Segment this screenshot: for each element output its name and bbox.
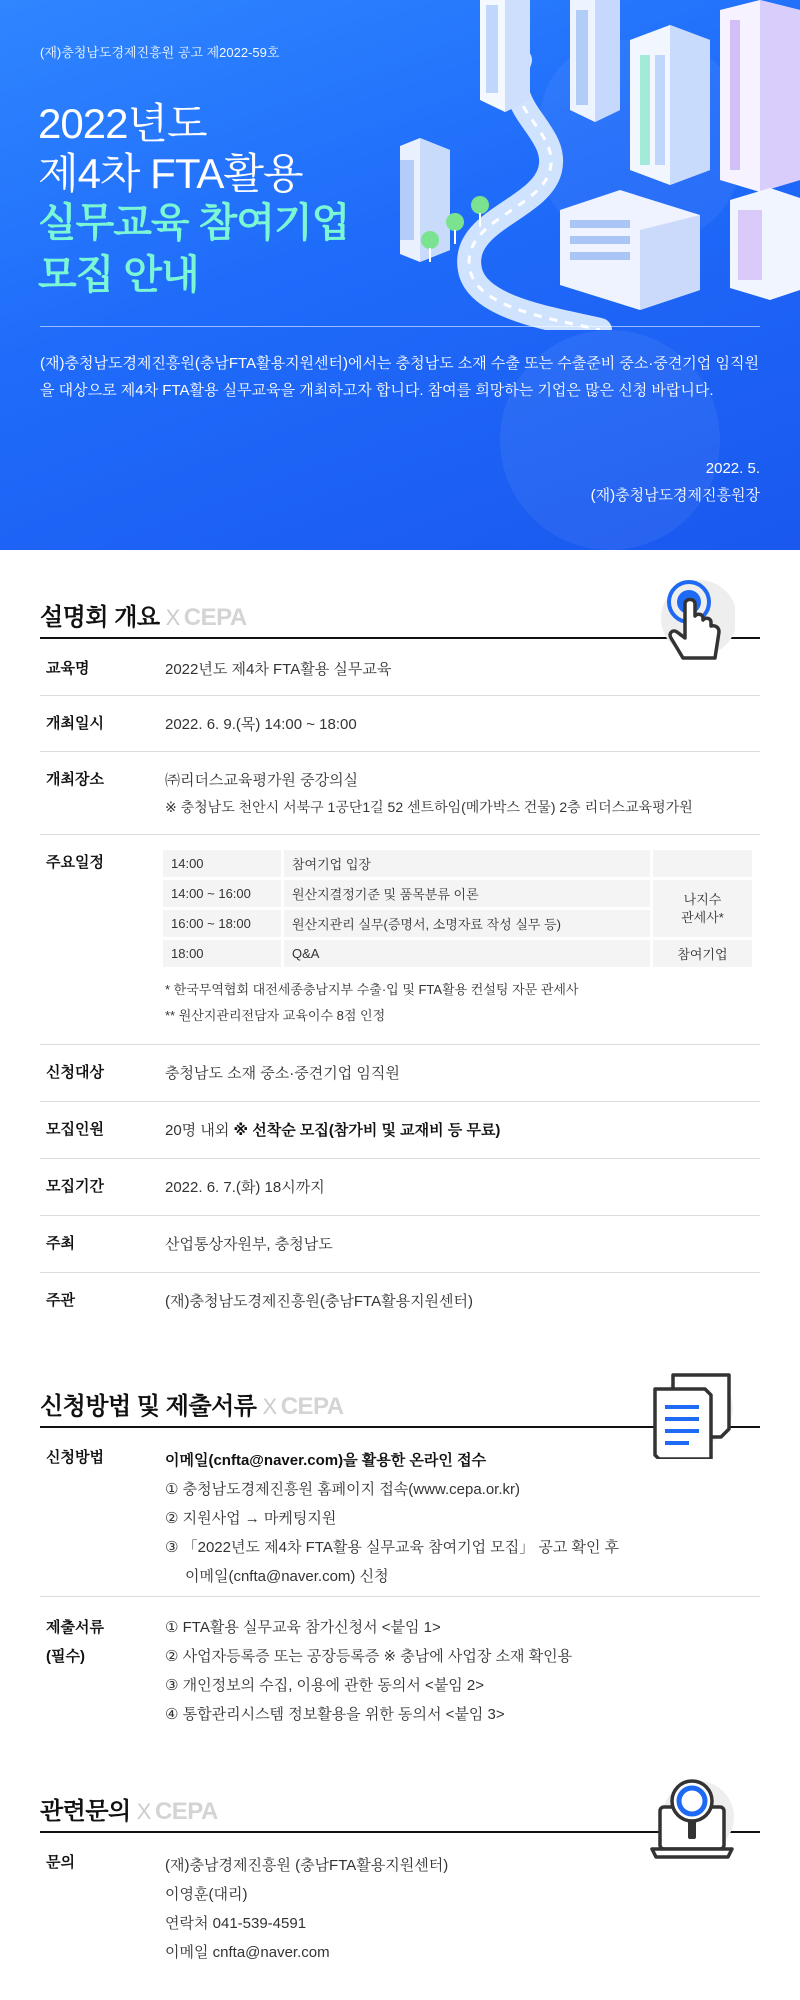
schedule-content: Q&A [284,940,650,967]
schedule-table [160,847,755,970]
schedule-speaker: 참여기업 [653,940,752,967]
document-item: ④ 통합관리시스템 정보활용을 위한 동의서 <붙임 3> [165,1706,505,1723]
row-label: 모집인원 [46,1121,104,1138]
row-label [46,1613,104,1671]
row-value: 2022년도 제4차 FTA활용 실무교육 [165,661,392,678]
schedule-note: ** 원산지관리전담자 교육이수 8점 인정 [165,1008,386,1023]
schedule-row [163,850,752,877]
method-step: ① 충청남도경제진흥원 홈페이지 접속(www.cepa.or.kr) [165,1481,520,1498]
hero-divider [40,326,760,327]
info-row-course [40,641,760,696]
row-label: 교육명 [46,660,90,677]
capacity-note: ※ 선착순 모집(참가비 및 교재비 등 무료) [233,1122,501,1139]
section-title [40,597,247,632]
method-steps [165,1446,619,1591]
info-row-contact [40,1835,760,1985]
overview-section-header [40,591,760,639]
row-label: 주최 [46,1235,75,1252]
schedule-time: 14:00 [163,850,281,877]
document-item: ② 사업자등록증 또는 공장등록증 ※ 충남에 사업장 소재 확인용 [165,1648,573,1665]
section-title-x: X [262,1394,277,1419]
section-title-tag: CEPA [154,1798,218,1825]
contact-details [165,1851,448,1967]
speaker-role: 관세사* [681,909,724,925]
info-row-period [40,1159,760,1216]
method-step: ③ 「2022년도 제4차 FTA활용 실무교육 참여기업 모집」 공고 확인 후 [165,1539,620,1556]
contact-person: 이영훈(대리) [165,1886,248,1903]
intro-text: (재)충청남도경제진흥원(충남FTA활용지원센터)에서는 충청남도 소재 수출 또는 수출준비 중소·중견기업 임직원을 대상으로 제4차 FTA활용 실무교육을 개최하고자 합니다. 참여를 희망하는 기업은 많은 신청 바랍니다. [40,355,759,399]
section-title [40,1386,344,1421]
row-label: 문의 [46,1854,75,1871]
info-row-datetime [40,696,760,752]
hero-title-line3: 실무교육 참여기업 [38,201,350,245]
capacity-count: 20명 내외 [165,1122,230,1139]
row-value: 충청남도 소재 중소·중견기업 임직원 [165,1065,400,1082]
schedule-time: 16:00 ~ 18:00 [163,910,281,937]
row-value: 2022. 6. 9.(목) 14:00 ~ 18:00 [165,716,357,733]
venue-address: ※ 충청남도 천안시 서북구 1공단1길 52 센트하임(메가박스 건물) 2층 리더스교육평가원 [165,799,693,815]
schedule-content: 참여기업 입장 [284,850,650,877]
hero-title-line1: 2022년도 [38,100,207,147]
schedule-note: * 한국무역협회 대전세종충남지부 수출·입 및 FTA활용 컨설팅 자문 관세사 [165,982,579,997]
info-row-capacity [40,1102,760,1159]
issuer-name: (재)충청남도경제진흥원장 [590,487,760,504]
hero-banner [0,0,800,550]
schedule-time: 14:00 ~ 16:00 [163,880,281,907]
schedule-speaker [653,850,752,877]
row-label: 주관 [46,1292,75,1309]
issue-date: 2022. 5. [705,460,760,477]
section-title-x: X [165,605,180,630]
section-title-tag: CEPA [183,604,247,631]
venue-name: ㈜리더스교육평가원 중강의실 [165,772,359,789]
city-illustration [400,0,800,330]
info-row-host [40,1216,760,1273]
section-title-x: X [136,1799,151,1824]
row-value [165,1118,500,1144]
section-title [40,1791,218,1826]
document-item: ③ 개인정보의 수집, 이용에 관한 동의서 <붙임 2> [165,1677,484,1694]
speaker-name: 나지수 [683,891,722,907]
schedule-content: 원산지결정기준 및 품목분류 이론 [284,880,650,907]
schedule-content: 원산지관리 실무(증명서, 소명자료 작성 실무 등) [284,910,650,937]
info-row-venue [40,752,760,835]
document-item: ① FTA활용 실무교육 참가신청서 <붙임 1> [165,1619,441,1636]
info-row-target [40,1045,760,1102]
info-row-organizer [40,1273,760,1328]
info-row-schedule [40,835,760,1045]
row-label: 모집기간 [46,1178,104,1195]
row-label: 개최장소 [46,771,104,788]
section-title-text: 관련문의 [40,1798,131,1825]
docs-label-required: (필수) [46,1648,85,1665]
row-value: 2022. 6. 7.(화) 18시까지 [165,1179,325,1196]
row-label: 신청방법 [46,1449,104,1466]
section-title-text: 신청방법 및 제출서류 [40,1393,257,1420]
contact-phone: 연락처 041-539-4591 [165,1915,307,1932]
schedule-row [163,880,752,907]
hero-title-line2: 제4차 FTA활용 [38,150,303,197]
row-value [165,768,693,820]
section-title-tag: CEPA [280,1393,344,1420]
method-heading: 이메일(cnfta@naver.com)을 활용한 온라인 접수 [165,1452,487,1469]
schedule-time: 18:00 [163,940,281,967]
schedule-speaker-merged [653,880,752,937]
info-row-method [40,1430,760,1597]
row-label: 개최일시 [46,715,104,732]
schedule-notes [165,977,579,1029]
row-label: 신청대상 [46,1064,104,1081]
docs-label: 제출서류 [46,1619,104,1636]
document-list [165,1613,572,1729]
method-step: ② 지원사업 → 마케팅지원 [165,1510,337,1527]
section-title-text: 설명회 개요 [40,604,160,631]
contact-org: (재)충남경제진흥원 (충남FTA활용지원센터) [165,1857,449,1874]
info-row-documents [40,1597,760,1737]
notice-number: (재)충청남도경제진흥원 공고 제2022-59호 [40,45,280,60]
contact-email: 이메일 cnfta@naver.com [165,1944,330,1961]
row-value: (재)충청남도경제진흥원(충남FTA활용지원센터) [165,1293,474,1310]
hero-title-line4: 모집 안내 [38,253,199,297]
schedule-row [163,940,752,967]
row-label: 주요일정 [46,854,104,871]
method-step: 이메일(cnfta@naver.com) 신청 [185,1568,389,1585]
row-value: 산업통상자원부, 충청남도 [165,1236,333,1253]
